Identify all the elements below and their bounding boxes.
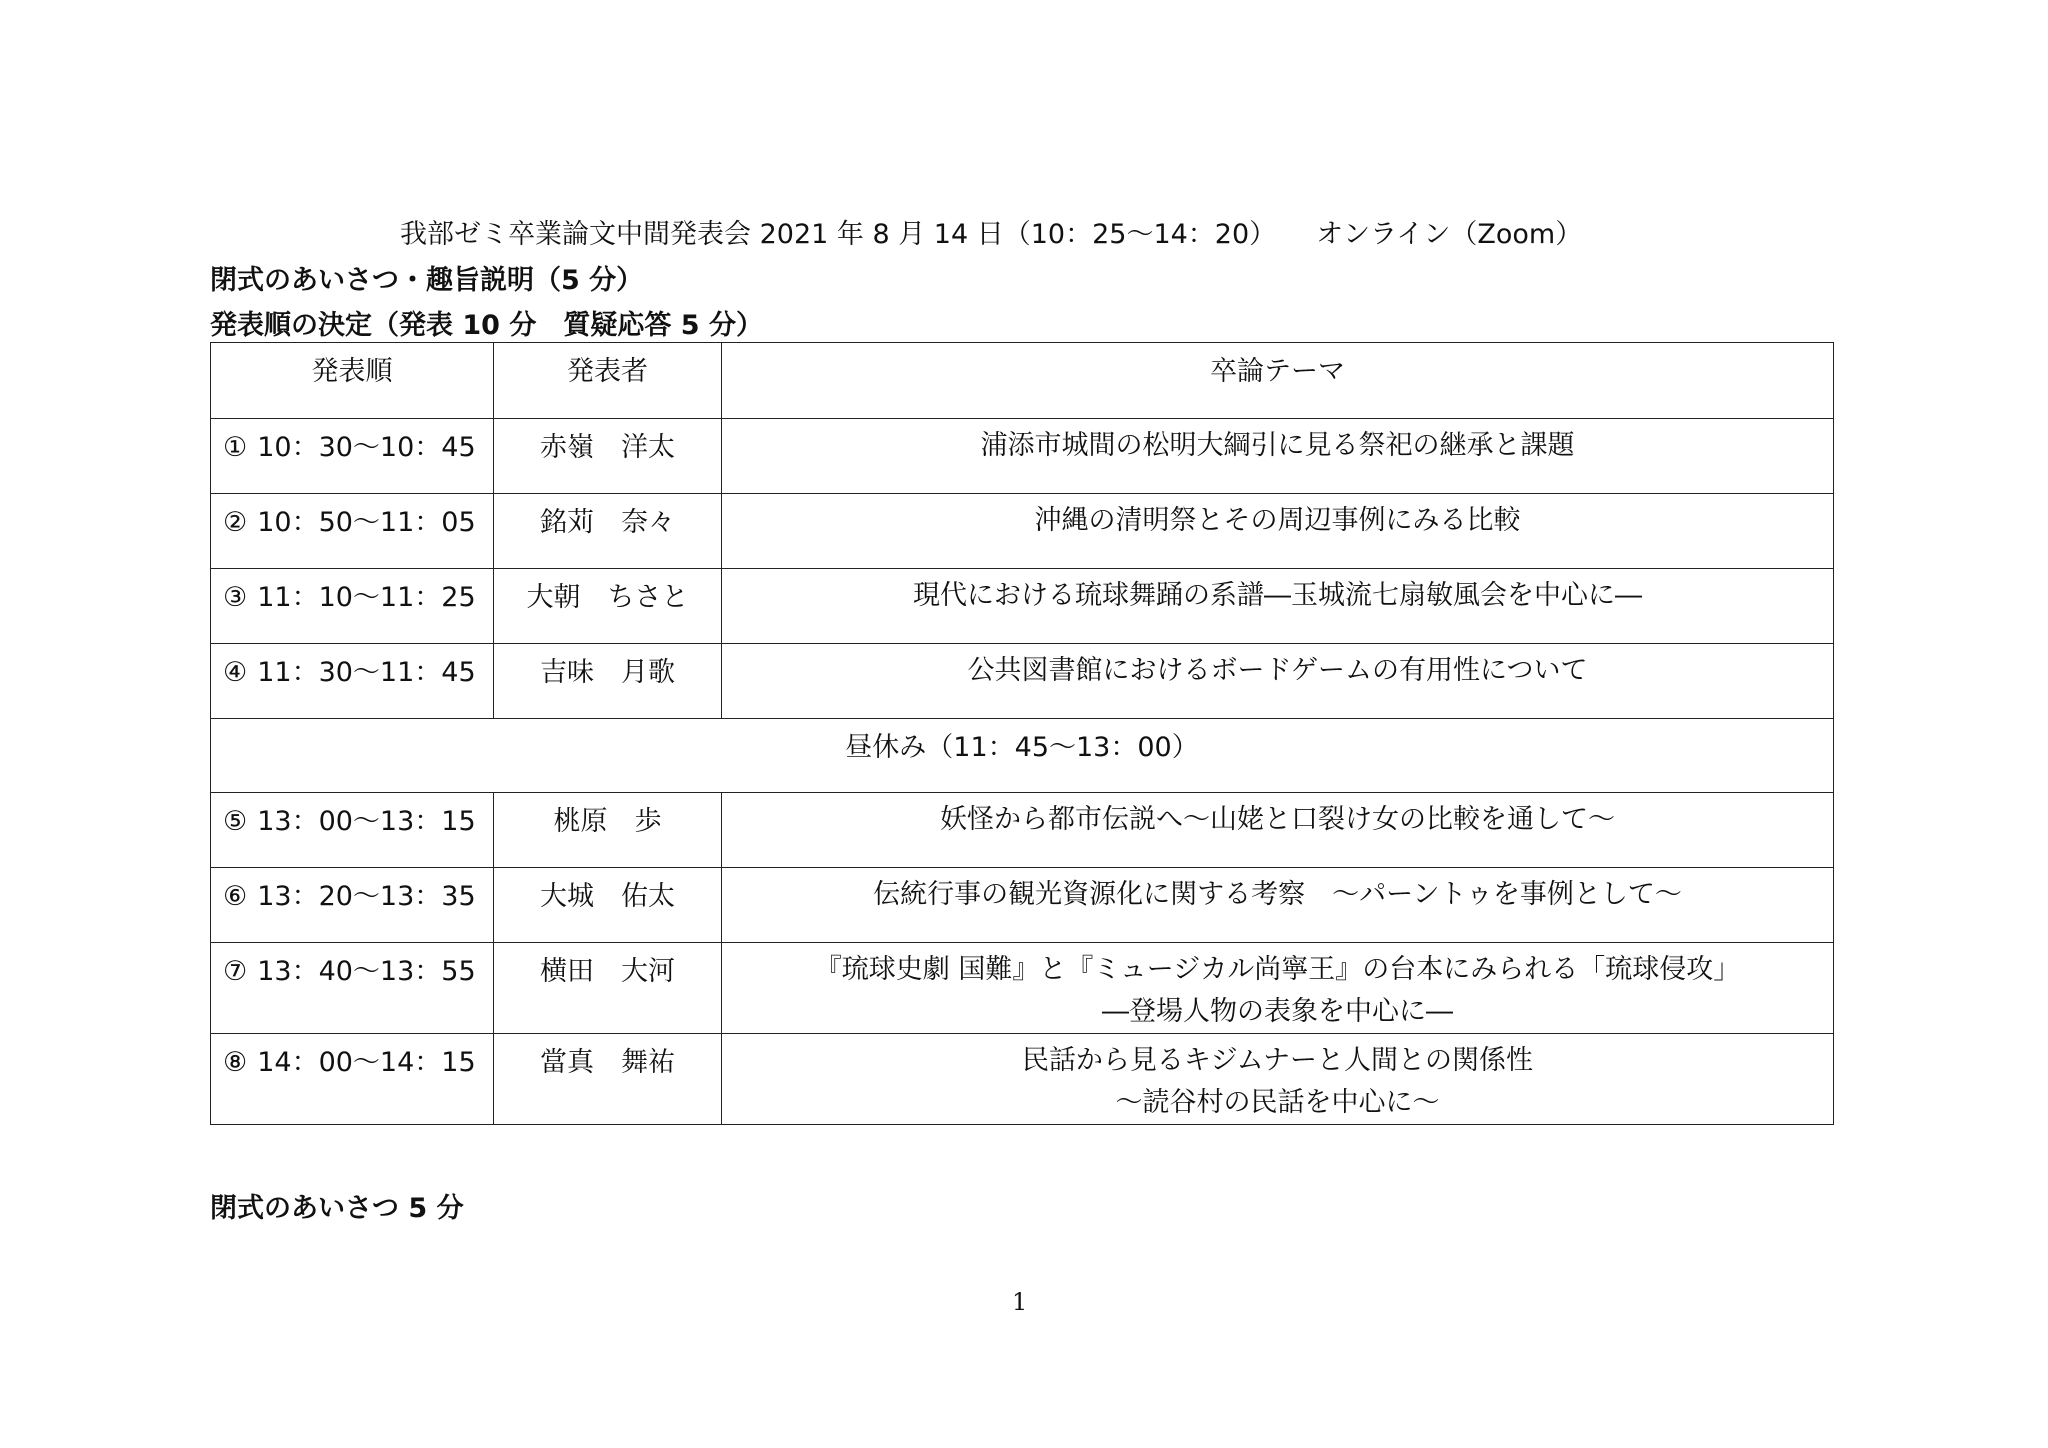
theme-line: 『琉球史劇 国難』と『ミュージカル尚寧王』の台本にみられる「琉球侵攻」 <box>814 954 1741 985</box>
time-slot: 13：40〜13：55 <box>257 956 476 987</box>
time-slot: 10：30〜10：45 <box>257 432 476 463</box>
order-mark: ③ <box>223 582 248 613</box>
presenter-name: 大城 佑太 <box>494 868 722 943</box>
presenter-name: 横田 大河 <box>494 943 722 1034</box>
table-row <box>211 419 1834 494</box>
page-number: 1 <box>1012 1288 1028 1316</box>
table-row <box>211 868 1834 943</box>
table-row <box>211 494 1834 569</box>
table-row <box>211 1034 1834 1125</box>
event-title: 我部ゼミ卒業論文中間発表会 2021 年 8 月 14 日（10：25〜14：20） <box>400 219 1277 250</box>
table-row <box>211 943 1834 1034</box>
schedule-table <box>210 342 1834 1125</box>
theme-line: 公共図書館におけるボードゲームの有用性について <box>967 655 1588 686</box>
slot-cell <box>211 868 494 943</box>
order-heading: 発表順の決定（発表 10 分 質疑応答 5 分） <box>210 310 763 341</box>
closing-heading: 閉式のあいさつ 5 分 <box>210 1193 464 1224</box>
header-presenter: 発表者 <box>494 343 722 419</box>
time-slot: 10：50〜11：05 <box>257 507 476 538</box>
thesis-theme <box>722 644 1834 719</box>
order-mark: ⑦ <box>223 956 248 987</box>
order-mark: ① <box>223 432 248 463</box>
slot-cell <box>211 1034 494 1125</box>
thesis-theme <box>722 793 1834 868</box>
slot-cell <box>211 569 494 644</box>
order-mark: ⑥ <box>223 881 248 912</box>
presenter-name: 桃原 歩 <box>494 793 722 868</box>
thesis-theme <box>722 943 1834 1034</box>
slot-cell <box>211 793 494 868</box>
presenter-name: 銘苅 奈々 <box>494 494 722 569</box>
opening-heading: 閉式のあいさつ・趣旨説明（5 分） <box>210 265 644 296</box>
presenter-name: 當真 舞祐 <box>494 1034 722 1125</box>
header-theme: 卒論テーマ <box>722 343 1834 419</box>
order-mark: ④ <box>223 657 248 688</box>
time-slot: 13：00〜13：15 <box>257 806 476 837</box>
thesis-theme <box>722 868 1834 943</box>
thesis-theme <box>722 494 1834 569</box>
order-mark: ⑤ <box>223 806 248 837</box>
slot-cell <box>211 419 494 494</box>
order-mark: ⑧ <box>223 1047 248 1078</box>
table-row <box>211 793 1834 868</box>
slot-cell <box>211 644 494 719</box>
presenter-name: 大朝 ちさと <box>494 569 722 644</box>
lunch-row <box>211 719 1834 793</box>
order-mark: ② <box>223 507 248 538</box>
time-slot: 11：30〜11：45 <box>257 657 476 688</box>
time-slot: 14：00〜14：15 <box>257 1047 476 1078</box>
slot-cell <box>211 494 494 569</box>
header-order: 発表順 <box>211 343 494 419</box>
time-slot: 13：20〜13：35 <box>257 881 476 912</box>
document-title <box>400 212 1680 251</box>
thesis-theme <box>722 1034 1834 1125</box>
theme-line: ―登場人物の表象を中心に― <box>1102 996 1453 1027</box>
thesis-theme <box>722 569 1834 644</box>
lunch-break: 昼休み（11：45〜13：00） <box>211 719 1834 793</box>
thesis-theme <box>722 419 1834 494</box>
theme-line: 伝統行事の観光資源化に関する考察 〜パーントゥを事例として〜 <box>873 879 1682 910</box>
time-slot: 11：10〜11：25 <box>257 582 476 613</box>
table-row <box>211 569 1834 644</box>
theme-line: 妖怪から都市伝説へ〜山姥と口裂け女の比較を通して〜 <box>940 804 1615 835</box>
table-header-row <box>211 343 1834 419</box>
table-row <box>211 644 1834 719</box>
slot-cell <box>211 943 494 1034</box>
presenter-name: 赤嶺 洋太 <box>494 419 722 494</box>
theme-line: 〜読谷村の民話を中心に〜 <box>1115 1087 1440 1118</box>
event-venue: オンライン（Zoom） <box>1316 219 1583 250</box>
theme-line: 浦添市城間の松明大綱引に見る祭祀の継承と課題 <box>980 430 1575 461</box>
theme-line: 現代における琉球舞踊の系譜―玉城流七扇敏風会を中心に― <box>913 580 1642 611</box>
presenter-name: 吉味 月歌 <box>494 644 722 719</box>
theme-line: 沖縄の清明祭とその周辺事例にみる比較 <box>1034 505 1521 536</box>
theme-line: 民話から見るキジムナーと人間との関係性 <box>1021 1045 1534 1076</box>
